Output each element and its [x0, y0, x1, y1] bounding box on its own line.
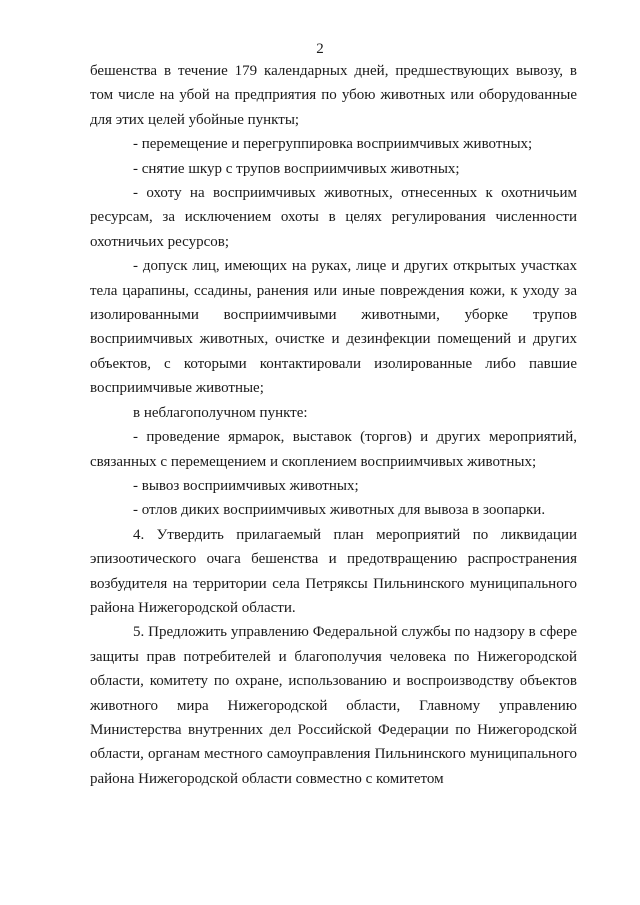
document-body [90, 59, 577, 791]
paragraph-continuation: бешенства в течение 179 календарных дней, предшествующих вывозу, в том числе на убой на предприятия по убою животных или оборудованные для этих целей убойные пункты; [90, 63, 577, 128]
paragraph-list-item: - проведение ярмарок, выставок (торгов) и других мероприятий, связанных с перемещением и скоплением восприимчивых животных; [90, 429, 577, 470]
page-number: 2 [316, 41, 324, 57]
paragraph-clause-4: 4. Утвердить прилагаемый план мероприятий по ликвидации эпизоотического очага бешенства и предотвращению распространения возбудителя на территории села Петряксы Пильнинского муниципального района Нижегородской области. [90, 526, 577, 616]
paragraph-clause-5: 5. Предложить управлению Федеральной службы по надзору в сфере защиты прав потребителей и благополучия человека по Нижегородской области, комитету по охране, использованию и воспроизводству объектов животного мира Нижегородской области, Главному управлению Министерства внутренних дел Российской Федерации по Нижегородской области, органам местного самоуправления Пильнинского муниципального района Нижегородской области совместно с комитетом [90, 624, 577, 787]
paragraph-list-item: - отлов диких восприимчивых животных для вывоза в зоопарки. [133, 502, 546, 519]
paragraph-list-item: - перемещение и перегруппировка восприимчивых животных; [133, 136, 533, 153]
paragraph-subheading: в неблагополучном пункте: [133, 404, 308, 421]
paragraph-list-item: - снятие шкур с трупов восприимчивых животных; [133, 160, 460, 177]
paragraph-list-item: - допуск лиц, имеющих на руках, лице и других открытых участках тела царапины, ссадины, ранения или иные повреждения кожи, к уходу за изолированными восприимчивыми животными, уборке трупов восприимчивых животных, очистке и дезинфекции помещений и других объектов, с которыми контактировали изолированные либо павшие восприимчивые животные; [90, 258, 577, 397]
paragraph-list-item: - вывоз восприимчивых животных; [133, 477, 359, 494]
paragraph-list-item: - охоту на восприимчивых животных, отнесенных к охотничьим ресурсам, за исключением охоты в целях регулирования численности охотничьих ресурсов; [90, 185, 577, 250]
